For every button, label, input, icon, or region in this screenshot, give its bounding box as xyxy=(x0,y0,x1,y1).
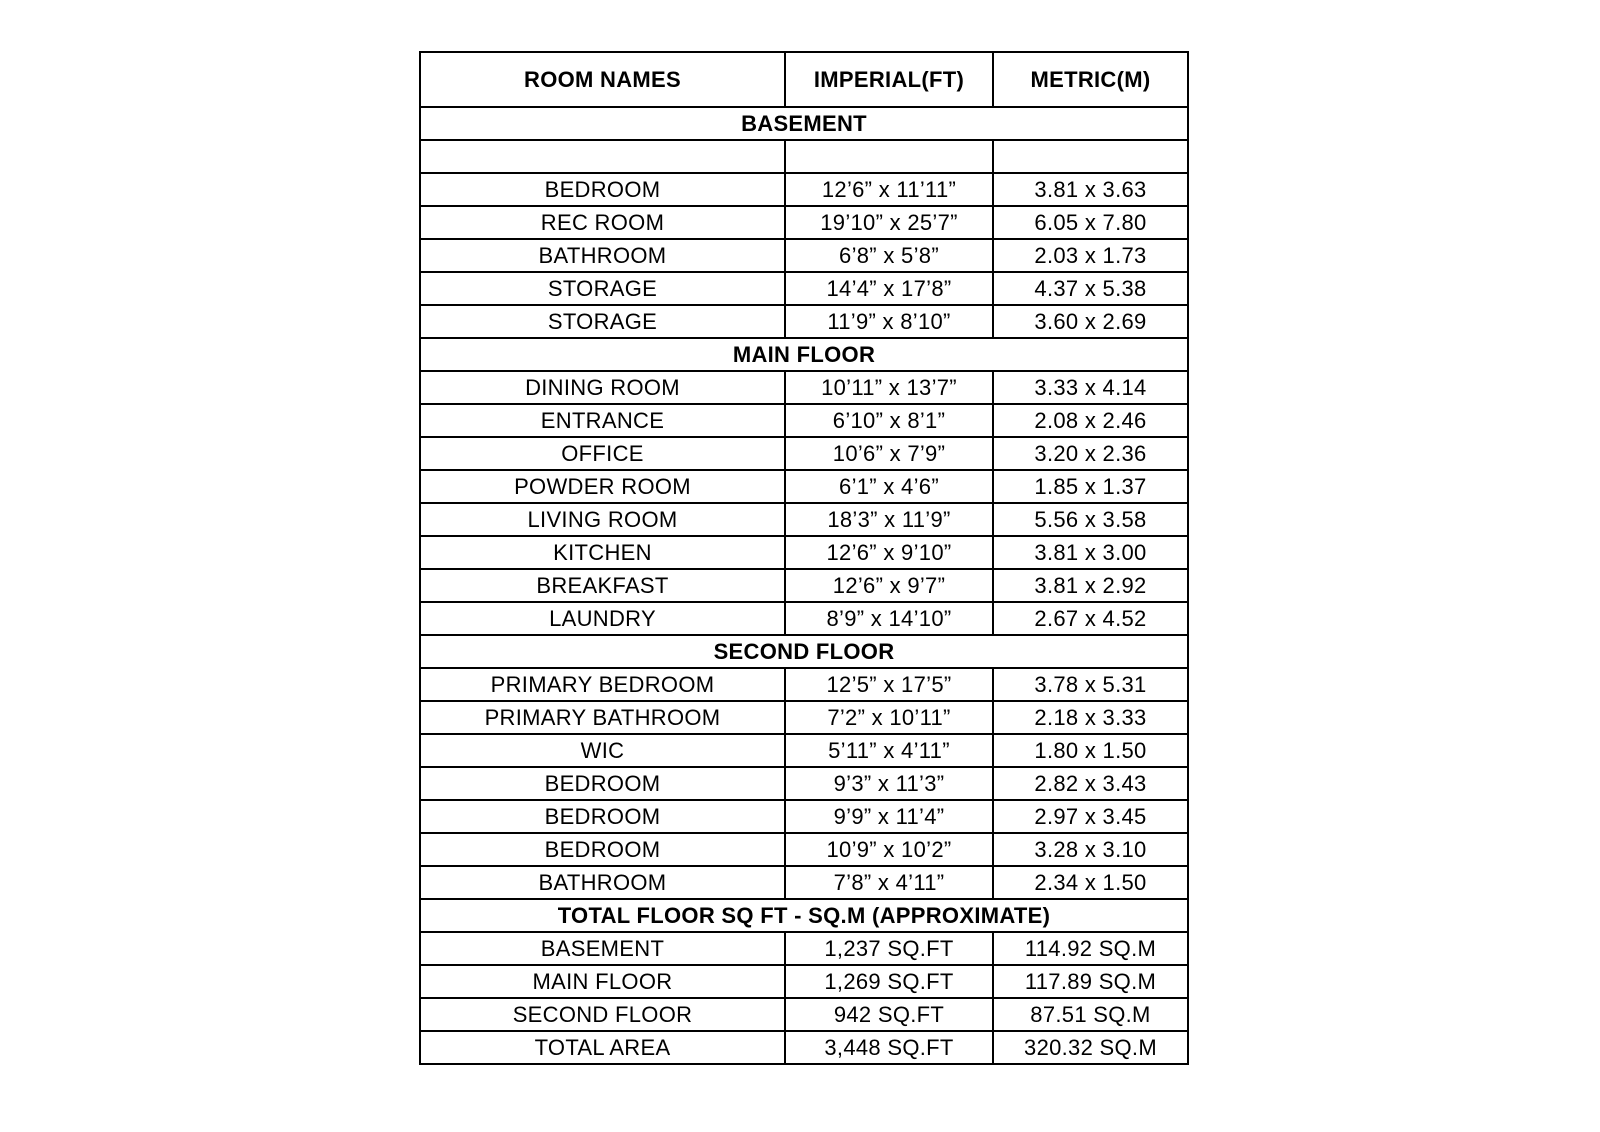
metric-cell: 320.32 SQ.M xyxy=(993,1031,1188,1064)
table-row xyxy=(420,866,1188,899)
section-header-row xyxy=(420,338,1188,371)
imperial-cell: 10’6” x 7’9” xyxy=(785,437,993,470)
room-name-cell: PRIMARY BATHROOM xyxy=(420,701,785,734)
metric-cell: 2.18 x 3.33 xyxy=(993,701,1188,734)
metric-cell: 5.56 x 3.58 xyxy=(993,503,1188,536)
metric-cell: 2.82 x 3.43 xyxy=(993,767,1188,800)
table-row xyxy=(420,998,1188,1031)
imperial-cell: 10’11” x 13’7” xyxy=(785,371,993,404)
room-name-cell: KITCHEN xyxy=(420,536,785,569)
imperial-cell: 19’10” x 25’7” xyxy=(785,206,993,239)
imperial-cell: 6’1” x 4’6” xyxy=(785,470,993,503)
room-name-cell: REC ROOM xyxy=(420,206,785,239)
imperial-cell: 12’5” x 17’5” xyxy=(785,668,993,701)
imperial-cell: 6’10” x 8’1” xyxy=(785,404,993,437)
metric-cell: 87.51 SQ.M xyxy=(993,998,1188,1031)
metric-cell: 6.05 x 7.80 xyxy=(993,206,1188,239)
room-name-cell: BASEMENT xyxy=(420,932,785,965)
table-row xyxy=(420,437,1188,470)
empty-row xyxy=(420,140,1188,173)
empty-cell xyxy=(420,140,785,173)
room-dimensions-sheet xyxy=(419,51,1187,1065)
room-name-cell: STORAGE xyxy=(420,305,785,338)
room-name-cell: PRIMARY BEDROOM xyxy=(420,668,785,701)
imperial-cell: 18’3” x 11’9” xyxy=(785,503,993,536)
metric-cell: 4.37 x 5.38 xyxy=(993,272,1188,305)
imperial-cell: 1,269 SQ.FT xyxy=(785,965,993,998)
metric-cell: 2.67 x 4.52 xyxy=(993,602,1188,635)
table-header-row xyxy=(420,52,1188,107)
metric-cell: 2.03 x 1.73 xyxy=(993,239,1188,272)
table-row xyxy=(420,536,1188,569)
table-row xyxy=(420,767,1188,800)
metric-cell: 2.97 x 3.45 xyxy=(993,800,1188,833)
imperial-cell: 10’9” x 10’2” xyxy=(785,833,993,866)
imperial-cell: 12’6” x 9’7” xyxy=(785,569,993,602)
metric-cell: 1.80 x 1.50 xyxy=(993,734,1188,767)
imperial-cell: 7’2” x 10’11” xyxy=(785,701,993,734)
metric-cell: 114.92 SQ.M xyxy=(993,932,1188,965)
table-row xyxy=(420,173,1188,206)
imperial-cell: 14’4” x 17’8” xyxy=(785,272,993,305)
room-name-cell: TOTAL AREA xyxy=(420,1031,785,1064)
room-name-cell: ENTRANCE xyxy=(420,404,785,437)
table-row xyxy=(420,602,1188,635)
imperial-cell: 942 SQ.FT xyxy=(785,998,993,1031)
room-name-cell: LIVING ROOM xyxy=(420,503,785,536)
imperial-cell: 3,448 SQ.FT xyxy=(785,1031,993,1064)
table-row xyxy=(420,404,1188,437)
room-name-cell: BEDROOM xyxy=(420,800,785,833)
header-metric: METRIC(M) xyxy=(993,52,1188,107)
room-name-cell: BREAKFAST xyxy=(420,569,785,602)
table-row xyxy=(420,932,1188,965)
section-title: TOTAL FLOOR SQ FT - SQ.M (APPROXIMATE) xyxy=(420,899,1188,932)
table-row xyxy=(420,503,1188,536)
room-name-cell: BEDROOM xyxy=(420,767,785,800)
imperial-cell: 5’11” x 4’11” xyxy=(785,734,993,767)
section-header-row xyxy=(420,107,1188,140)
room-name-cell: OFFICE xyxy=(420,437,785,470)
header-imperial: IMPERIAL(FT) xyxy=(785,52,993,107)
room-name-cell: BATHROOM xyxy=(420,239,785,272)
empty-cell xyxy=(785,140,993,173)
empty-cell xyxy=(993,140,1188,173)
table-row xyxy=(420,833,1188,866)
table-row xyxy=(420,239,1188,272)
imperial-cell: 9’3” x 11’3” xyxy=(785,767,993,800)
metric-cell: 2.34 x 1.50 xyxy=(993,866,1188,899)
imperial-cell: 6’8” x 5’8” xyxy=(785,239,993,272)
room-name-cell: BATHROOM xyxy=(420,866,785,899)
section-title: SECOND FLOOR xyxy=(420,635,1188,668)
table-row xyxy=(420,668,1188,701)
imperial-cell: 12’6” x 11’11” xyxy=(785,173,993,206)
room-name-cell: POWDER ROOM xyxy=(420,470,785,503)
room-name-cell: WIC xyxy=(420,734,785,767)
imperial-cell: 12’6” x 9’10” xyxy=(785,536,993,569)
metric-cell: 3.81 x 3.00 xyxy=(993,536,1188,569)
table-row xyxy=(420,965,1188,998)
metric-cell: 3.28 x 3.10 xyxy=(993,833,1188,866)
header-room-names: ROOM NAMES xyxy=(420,52,785,107)
room-name-cell: BEDROOM xyxy=(420,833,785,866)
room-name-cell: SECOND FLOOR xyxy=(420,998,785,1031)
metric-cell: 3.81 x 2.92 xyxy=(993,569,1188,602)
table-row xyxy=(420,470,1188,503)
metric-cell: 3.20 x 2.36 xyxy=(993,437,1188,470)
table-row xyxy=(420,569,1188,602)
room-dimensions-table xyxy=(419,51,1189,1065)
metric-cell: 117.89 SQ.M xyxy=(993,965,1188,998)
table-body xyxy=(420,107,1188,1064)
room-name-cell: LAUNDRY xyxy=(420,602,785,635)
metric-cell: 3.60 x 2.69 xyxy=(993,305,1188,338)
imperial-cell: 11’9” x 8’10” xyxy=(785,305,993,338)
section-title: MAIN FLOOR xyxy=(420,338,1188,371)
table-row xyxy=(420,1031,1188,1064)
section-title: BASEMENT xyxy=(420,107,1188,140)
imperial-cell: 1,237 SQ.FT xyxy=(785,932,993,965)
section-header-row xyxy=(420,899,1188,932)
table-row xyxy=(420,272,1188,305)
metric-cell: 2.08 x 2.46 xyxy=(993,404,1188,437)
imperial-cell: 8’9” x 14’10” xyxy=(785,602,993,635)
room-name-cell: STORAGE xyxy=(420,272,785,305)
room-name-cell: MAIN FLOOR xyxy=(420,965,785,998)
section-header-row xyxy=(420,635,1188,668)
table-row xyxy=(420,206,1188,239)
room-name-cell: BEDROOM xyxy=(420,173,785,206)
room-name-cell: DINING ROOM xyxy=(420,371,785,404)
imperial-cell: 9’9” x 11’4” xyxy=(785,800,993,833)
table-row xyxy=(420,305,1188,338)
table-row xyxy=(420,734,1188,767)
metric-cell: 3.78 x 5.31 xyxy=(993,668,1188,701)
metric-cell: 3.81 x 3.63 xyxy=(993,173,1188,206)
table-row xyxy=(420,701,1188,734)
metric-cell: 3.33 x 4.14 xyxy=(993,371,1188,404)
imperial-cell: 7’8” x 4’11” xyxy=(785,866,993,899)
table-row xyxy=(420,371,1188,404)
table-row xyxy=(420,800,1188,833)
metric-cell: 1.85 x 1.37 xyxy=(993,470,1188,503)
